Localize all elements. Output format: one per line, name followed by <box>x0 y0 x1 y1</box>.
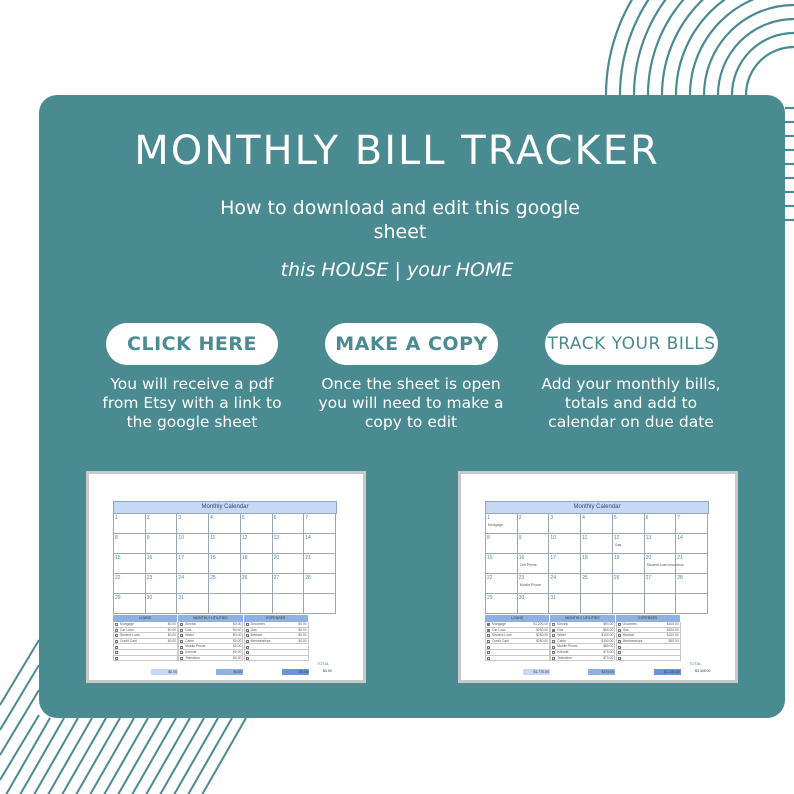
calendar-title: Monthly Calendar <box>113 501 337 514</box>
bill-amount: $80.00 <box>603 644 614 649</box>
bill-row <box>244 656 309 662</box>
calendar-day: 9 <box>146 534 178 554</box>
bill-name: Groceries <box>250 622 265 626</box>
calendar-day: 9 <box>518 534 550 554</box>
bill-amount: $0.00 <box>167 633 176 638</box>
calendar-day: 4 <box>581 514 613 534</box>
bills-column <box>550 622 615 661</box>
bill-name: Cable <box>557 638 566 643</box>
calendar-day: 23 <box>146 574 178 594</box>
calendar-day: 23 Mobile Phone <box>518 574 550 594</box>
bills-table <box>485 615 681 670</box>
calendar-day: 29 <box>114 594 146 614</box>
bill-checkbox <box>552 646 555 649</box>
bill-amount: $0.00 <box>233 649 242 654</box>
bill-checkbox <box>487 623 490 626</box>
bill-amount: $0.00 <box>298 633 307 638</box>
bill-name: Cable <box>185 638 194 643</box>
calendar-day: 17 <box>177 554 209 574</box>
bill-amount: $0.00 <box>167 638 176 643</box>
bill-amount: $50.00 <box>668 638 679 643</box>
bill-checkbox <box>552 634 555 637</box>
column-total: $1,770.00 <box>523 669 550 675</box>
bill-checkbox <box>115 646 118 649</box>
calendar-day: 27 <box>645 574 677 594</box>
sheet-preview-filled <box>458 471 738 683</box>
column-header: EXPENSES <box>616 615 681 622</box>
calendar-day: 4 <box>209 514 241 534</box>
bill-checkbox <box>246 646 249 649</box>
bill-checkbox <box>180 657 183 660</box>
subtitle: How to download and edit this google sheet <box>220 197 580 243</box>
bill-amount: $250.00 <box>536 638 548 643</box>
calendar-day: 10 <box>549 534 581 554</box>
calendar-note: Mortgage <box>488 523 503 527</box>
bill-amount: $400.00 <box>666 622 679 626</box>
bills-column <box>485 622 550 661</box>
calendar-day <box>581 594 613 614</box>
make-a-copy-button[interactable]: MAKE A COPY <box>325 323 498 365</box>
calendar-day: 25 <box>581 574 613 594</box>
bill-name: Electric <box>185 622 197 626</box>
calendar-grid <box>113 513 336 614</box>
bill-amount: $150.00 <box>601 638 614 643</box>
track-your-bills-button[interactable]: TRACK YOUR BILLS <box>545 323 718 365</box>
calendar-day: 7 <box>676 514 708 534</box>
bill-name: Internet <box>557 649 569 654</box>
total-label: TOTAL <box>317 661 330 666</box>
calendar-day: 16 Cell Phone <box>518 554 550 574</box>
bill-name: Gas <box>557 627 564 632</box>
column-header: LOANS <box>113 615 178 622</box>
bill-name: Gas <box>622 627 629 632</box>
calendar-day: 13 <box>273 534 305 554</box>
bill-name: Memberships <box>250 638 271 643</box>
bill-checkbox <box>115 629 118 632</box>
bill-name: Car Loan <box>492 627 506 632</box>
bill-amount: $1,200.00 <box>533 622 548 626</box>
grand-total: $0.00 <box>323 669 332 673</box>
tagline: this HOUSE | your HOME <box>280 259 514 281</box>
bill-name: Water <box>557 633 566 638</box>
bill-checkbox <box>552 640 555 643</box>
calendar-day: 19 <box>613 554 645 574</box>
step-description-track-bills: Add your monthly bills, totals and add to calendar on due date <box>541 375 721 431</box>
bill-checkbox <box>487 657 490 660</box>
bill-name: Credit Card <box>492 638 509 643</box>
bill-checkbox <box>115 623 118 626</box>
bill-amount: $200.00 <box>666 627 679 632</box>
bill-amount: $0.00 <box>233 655 242 660</box>
calendar-day: 21 <box>676 554 708 574</box>
calendar-day: 3 <box>549 514 581 534</box>
bill-amount: $100.00 <box>601 633 614 638</box>
calendar-day: 17 <box>549 554 581 574</box>
bill-checkbox <box>618 657 621 660</box>
bill-checkbox <box>115 634 118 637</box>
bill-name: Student Loan <box>120 633 140 638</box>
calendar-day: 14 <box>676 534 708 554</box>
bill-name: Credit Card <box>120 638 137 643</box>
bill-checkbox <box>115 657 118 660</box>
calendar-day: 15 <box>114 554 146 574</box>
bill-amount: $0.00 <box>233 644 242 649</box>
calendar-day <box>613 594 645 614</box>
calendar-day: 5 <box>241 514 273 534</box>
bill-name: Medical <box>622 633 634 638</box>
calendar-day: 28 <box>676 574 708 594</box>
sheet-preview-blank <box>86 471 366 683</box>
calendar-note: Mobile Phone <box>519 583 542 587</box>
calendar-day <box>241 594 273 614</box>
bills-column <box>244 622 309 661</box>
bill-checkbox <box>487 634 490 637</box>
page-title: MONTHLY BILL TRACKER <box>134 128 660 174</box>
bills-header <box>113 615 309 622</box>
bill-checkbox <box>618 623 621 626</box>
calendar-day: 19 <box>241 554 273 574</box>
bill-checkbox <box>246 657 249 660</box>
calendar-title: Monthly Calendar <box>485 501 709 514</box>
bill-checkbox <box>115 640 118 643</box>
bill-checkbox <box>487 646 490 649</box>
calendar-day: 30 <box>146 594 178 614</box>
calendar-day: 25 <box>209 574 241 594</box>
calendar-day: 21 <box>304 554 336 574</box>
bill-checkbox <box>618 651 621 654</box>
bill-name: Mortgage <box>120 622 134 626</box>
calendar-day: 11 <box>581 534 613 554</box>
bill-checkbox <box>180 640 183 643</box>
calendar-day: 6 <box>273 514 305 534</box>
bill-amount: $0.00 <box>167 622 176 626</box>
calendar-day: 6 <box>645 514 677 534</box>
calendar-day: 20 Student Loan Insurance <box>645 554 677 574</box>
column-total: $1,100.00 <box>654 669 681 675</box>
calendar-day: 13 <box>645 534 677 554</box>
bill-amount: $90.00 <box>603 622 614 626</box>
bills-column <box>113 622 178 661</box>
bill-row <box>113 656 178 662</box>
bill-checkbox <box>552 623 555 626</box>
bill-checkbox <box>180 623 183 626</box>
calendar-note: Student Loan Insurance <box>646 563 684 567</box>
bill-checkbox <box>180 646 183 649</box>
bill-name: Television <box>185 655 200 660</box>
bill-name: Memberships <box>622 638 643 643</box>
bill-row <box>485 656 550 662</box>
step-description-make-copy: Once the sheet is open you will need to make a copy to edit <box>318 375 504 431</box>
bill-checkbox <box>552 629 555 632</box>
column-total: $0.00 <box>282 669 309 675</box>
bill-name: Mortgage <box>492 622 506 626</box>
grand-total: $3,345.00 <box>695 669 711 673</box>
bill-checkbox <box>487 640 490 643</box>
calendar-day: 22 <box>114 574 146 594</box>
calendar-day: 31 <box>549 594 581 614</box>
calendar-day: 18 <box>209 554 241 574</box>
calendar-day <box>676 594 708 614</box>
column-header: MONTHLY UTILITIES <box>178 615 243 622</box>
bill-amount: $100.00 <box>666 633 679 638</box>
calendar-day: 7 <box>304 514 336 534</box>
calendar-grid <box>485 513 708 614</box>
calendar-day <box>304 594 336 614</box>
bill-name: Television <box>557 655 572 660</box>
calendar-day: 11 <box>209 534 241 554</box>
bill-amount: $0.00 <box>233 627 242 632</box>
calendar-day: 12 Gas <box>613 534 645 554</box>
bill-checkbox <box>180 634 183 637</box>
bill-checkbox <box>246 629 249 632</box>
bill-name: Internet <box>185 649 197 654</box>
calendar-day: 26 <box>613 574 645 594</box>
column-total: $0.00 <box>151 669 178 675</box>
bill-name: Mobile Phone <box>185 644 206 649</box>
bill-checkbox <box>487 629 490 632</box>
bill-amount: $250.00 <box>536 633 548 638</box>
calendar-day: 20 <box>273 554 305 574</box>
column-total: $475.00 <box>588 669 615 675</box>
bill-name: Water <box>185 633 194 638</box>
bill-amount: $250.00 <box>536 627 548 632</box>
bill-name: Mobile Phone <box>557 644 578 649</box>
bill-name: Electric <box>557 622 569 626</box>
bill-amount: $0.00 <box>233 638 242 643</box>
bill-row <box>550 656 615 662</box>
calendar-day: 26 <box>241 574 273 594</box>
calendar-day: 27 <box>273 574 305 594</box>
calendar-day: 22 <box>486 574 518 594</box>
step-description-click-here: You will receive a pdf from Etsy with a link to the google sheet <box>102 375 282 431</box>
bill-checkbox <box>246 640 249 643</box>
calendar-day <box>273 594 305 614</box>
bills-column <box>178 622 243 661</box>
calendar-day: 28 <box>304 574 336 594</box>
calendar-day: 12 <box>241 534 273 554</box>
click-here-button[interactable]: CLICK HERE <box>106 323 278 365</box>
bill-row <box>616 656 681 662</box>
bill-name: Gas <box>250 627 257 632</box>
bill-row <box>178 656 243 662</box>
column-header: EXPENSES <box>244 615 309 622</box>
bill-name: Medical <box>250 633 262 638</box>
column-header: MONTHLY UTILITIES <box>550 615 615 622</box>
calendar-day <box>645 594 677 614</box>
bill-checkbox <box>180 651 183 654</box>
bill-name: Groceries <box>622 622 637 626</box>
bill-checkbox <box>552 657 555 660</box>
calendar-day: 29 <box>486 594 518 614</box>
calendar-day: 16 <box>146 554 178 574</box>
bill-amount: $0.00 <box>298 622 307 626</box>
calendar-day: 3 <box>177 514 209 534</box>
calendar-day: 15 <box>486 554 518 574</box>
bill-amount: $75.00 <box>603 649 614 654</box>
calendar-day: 14 <box>304 534 336 554</box>
bill-amount: $0.00 <box>167 627 176 632</box>
total-label: TOTAL <box>689 661 702 666</box>
column-total: $0.00 <box>216 669 243 675</box>
bill-name: Student Loan <box>492 633 512 638</box>
bill-checkbox <box>115 651 118 654</box>
calendar-day: 5 <box>613 514 645 534</box>
bill-amount: $0.00 <box>233 622 242 626</box>
bills-column <box>616 622 681 661</box>
calendar-day: 24 <box>177 574 209 594</box>
column-header: LOANS <box>485 615 550 622</box>
bill-checkbox <box>246 651 249 654</box>
calendar-note: Gas <box>614 543 622 547</box>
bill-amount: $0.00 <box>298 638 307 643</box>
calendar-day: 18 <box>581 554 613 574</box>
bill-checkbox <box>246 634 249 637</box>
bill-checkbox <box>618 640 621 643</box>
bill-checkbox <box>552 651 555 654</box>
calendar-day: 2 <box>146 514 178 534</box>
calendar-note: Cell Phone <box>519 563 537 567</box>
calendar-day: 31 <box>177 594 209 614</box>
calendar-day: 2 <box>518 514 550 534</box>
calendar-day: 10 <box>177 534 209 554</box>
calendar-day: 30 <box>518 594 550 614</box>
bill-amount: $0.00 <box>233 633 242 638</box>
bill-checkbox <box>180 629 183 632</box>
bill-checkbox <box>246 623 249 626</box>
bill-amount: $0.00 <box>298 627 307 632</box>
calendar-day: 8 <box>486 534 518 554</box>
bill-amount: $70.00 <box>603 655 614 660</box>
calendar-day <box>209 594 241 614</box>
bill-checkbox <box>618 629 621 632</box>
calendar-day: 1 <box>114 514 146 534</box>
calendar-day: 24 <box>549 574 581 594</box>
bill-amount: $60.00 <box>603 627 614 632</box>
bill-name: Car Loan <box>120 627 134 632</box>
bill-checkbox <box>487 651 490 654</box>
calendar-day: 1 Mortgage <box>486 514 518 534</box>
bill-checkbox <box>618 634 621 637</box>
bills-table <box>113 615 309 670</box>
bill-name: Gas <box>185 627 192 632</box>
calendar-day: 8 <box>114 534 146 554</box>
bills-header <box>485 615 681 622</box>
bill-checkbox <box>618 646 621 649</box>
